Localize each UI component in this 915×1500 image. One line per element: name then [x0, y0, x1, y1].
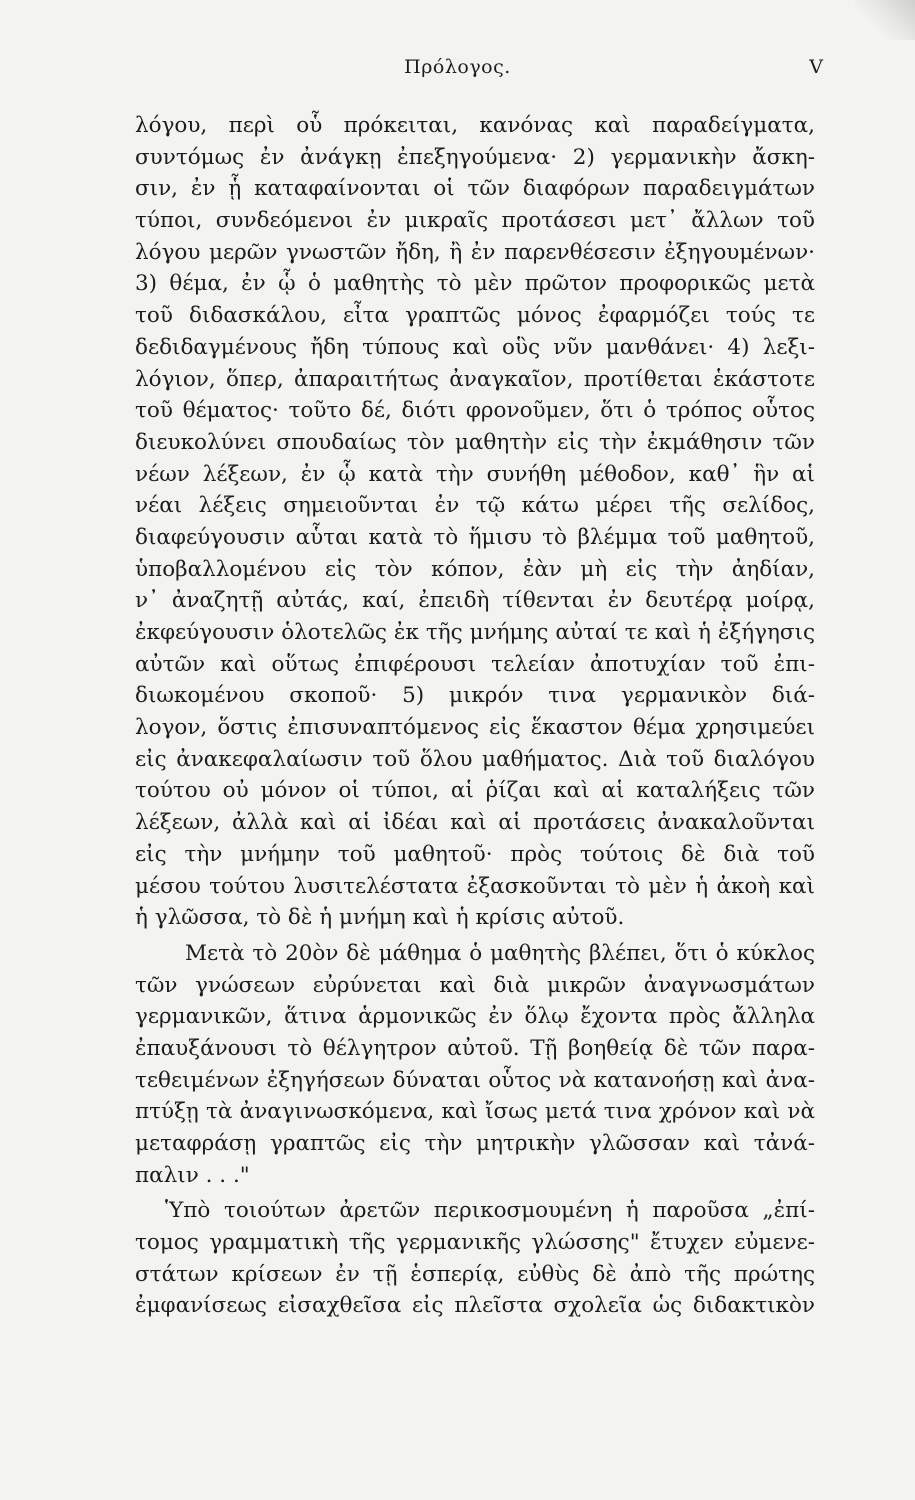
text-line: τοῦ θέματος· τοῦτο δέ, διότι φρονοῦμεν, ὅτι ὁ τρόπος οὗτος	[135, 398, 815, 424]
text-line: διωκομένου σκοποῦ· 5) μικρόν τινα γερμανικὸν διά-	[135, 683, 815, 709]
text-line: ἐκφεύγουσιν ὁλοτελῶς ἐκ τῆς μνήμης αὐταί τε καὶ ἡ ἐξήγησις	[135, 620, 815, 645]
text-line: παλιν . . ."	[135, 1162, 250, 1188]
text-line: διαφεύγουσιν αὗται κατὰ τὸ ἥμισυ τὸ βλέμμα τοῦ μαθητοῦ,	[135, 524, 815, 550]
text-line: Μετὰ τὸ 20ὸν δὲ μάθημα ὁ μαθητὴς βλέπει, ὅτι ὁ κύκλος	[185, 940, 815, 966]
text-line: συντόμως ἐν ἀνάγκῃ ἐπεξηγούμενα· 2) γερμανικὴν ἄσκη-	[135, 144, 815, 170]
text-line: εἰς τὴν μνήμην τοῦ μαθητοῦ· πρὸς τούτοις δὲ διὰ τοῦ	[135, 841, 815, 867]
text-line: μέσου τούτου λυσιτελέστατα ἐξασκοῦνται τὸ μὲν ἡ ἀκοὴ καὶ	[135, 873, 815, 899]
text-line: τοῦ διδασκάλου, εἶτα γραπτῶς μόνος ἐφαρμόζει τούς τε	[135, 303, 815, 329]
text-line: τῶν γνώσεων εὐρύνεται καὶ διὰ μικρῶν ἀναγνωσμάτων	[135, 972, 815, 998]
text-line: διευκολύνει σπουδαίως τὸν μαθητὴν εἰς τὴν ἐκμάθησιν τῶν	[135, 429, 815, 455]
text-line: μεταφράσῃ γραπτῶς εἰς τὴν μητρικὴν γλῶσσαν καὶ τἀνά-	[135, 1131, 815, 1156]
page-corner-shadow	[855, 0, 915, 40]
running-header	[0, 56, 915, 86]
text-line: Ὑπὸ τοιούτων ἀρετῶν περικοσμουμένη ἡ παροῦσα „ἐπί-	[165, 1198, 815, 1224]
text-line: λογον, ὅστις ἐπισυναπτόμενος εἰς ἕκαστον θέμα χρησιμεύει	[135, 715, 815, 741]
text-line: τομος γραμματικὴ τῆς γερμανικῆς γλώσσης" ἔτυχεν εὐμενε-	[135, 1230, 815, 1256]
text-line: δεδιδαγμένους ἤδη τύπους καὶ οὓς νῦν μανθάνει· 4) λεξι-	[135, 334, 815, 360]
text-line: ὑποβαλλομένου εἰς τὸν κόπον, ἐὰν μὴ εἰς τὴν ἀηδίαν,	[135, 556, 815, 582]
text-line: πτύξῃ τὰ ἀναγινωσκόμενα, καὶ ἴσως μετά τινα χρόνον καὶ νὰ	[135, 1099, 815, 1125]
text-line: γερμανικῶν, ἅτινα ἁρμονικῶς ἐν ὅλῳ ἔχοντα πρὸς ἄλληλα	[135, 1004, 815, 1030]
page-number: V	[809, 56, 823, 78]
text-line: 3) θέμα, ἐν ᾧ ὁ μαθητὴς τὸ μὲν πρῶτον προφορικῶς μετὰ	[135, 271, 815, 297]
text-line: νέαι λέξεις σημειοῦνται ἐν τῷ κάτω μέρει τῆς σελίδος,	[135, 493, 815, 519]
text-line: σιν, ἐν ᾗ καταφαίνονται οἱ τῶν διαφόρων παραδειγμάτων	[135, 176, 815, 202]
text-line: στάτων κρίσεων ἐν τῇ ἑσπερίᾳ, εὐθὺς δὲ ἀπὸ τῆς πρώτης	[135, 1261, 815, 1287]
text-line: λόγιον, ὅπερ, ἀπαραιτήτως ἀναγκαῖον, προτίθεται ἑκάστοτε	[135, 366, 815, 392]
text-line: ἐμφανίσεως εἰσαχθεῖσα εἰς πλεῖστα σχολεῖα ὡς διδακτικὸν	[135, 1293, 815, 1319]
text-line: τούτου οὐ μόνον οἱ τύποι, αἱ ῥίζαι καὶ αἱ καταλήξεις τῶν	[135, 778, 815, 804]
text-line: τεθειμένων ἐξηγήσεων δύναται οὗτος νὰ κατανοήσῃ καὶ ἀνα-	[135, 1067, 815, 1093]
text-line: αὐτῶν καὶ οὕτως ἐπιφέρουσι τελείαν ἀποτυχίαν τοῦ ἐπι-	[135, 651, 815, 677]
text-line: λόγου, περὶ οὗ πρόκειται, κανόνας καὶ παραδείγματα,	[135, 113, 815, 138]
text-line: λόγου μερῶν γνωστῶν ἤδη, ἢ ἐν παρενθέσεσιν ἐξηγουμένων·	[135, 239, 815, 265]
text-line: νέων λέξεων, ἐν ᾧ κατὰ τὴν συνήθη μέθοδον, καθ᾽ ἣν αἱ	[135, 461, 815, 487]
text-line: τύποι, συνδεόμενοι ἐν μικραῖς προτάσεσι μετ᾽ ἄλλων τοῦ	[135, 208, 815, 234]
text-line: εἰς ἀνακεφαλαίωσιν τοῦ ὅλου μαθήματος. Διὰ τοῦ διαλόγου	[135, 746, 815, 772]
header-title: Πρόλογος.	[404, 56, 511, 78]
text-line: ἡ γλῶσσα, τὸ δὲ ἡ μνήμη καὶ ἡ κρίσις αὐτοῦ.	[135, 905, 625, 931]
text-line: ν᾽ ἀναζητῇ αὐτάς, καί, ἐπειδὴ τίθενται ἐν δευτέρᾳ μοίρᾳ,	[135, 588, 815, 614]
body-text	[135, 110, 815, 1322]
text-line: λέξεων, ἀλλὰ καὶ αἱ ἰδέαι καὶ αἱ προτάσεις ἀνακαλοῦνται	[135, 810, 815, 836]
text-line: ἐπαυξάνουσι τὸ θέλγητρον αὐτοῦ. Τῇ βοηθείᾳ δὲ τῶν παρα-	[135, 1035, 815, 1061]
